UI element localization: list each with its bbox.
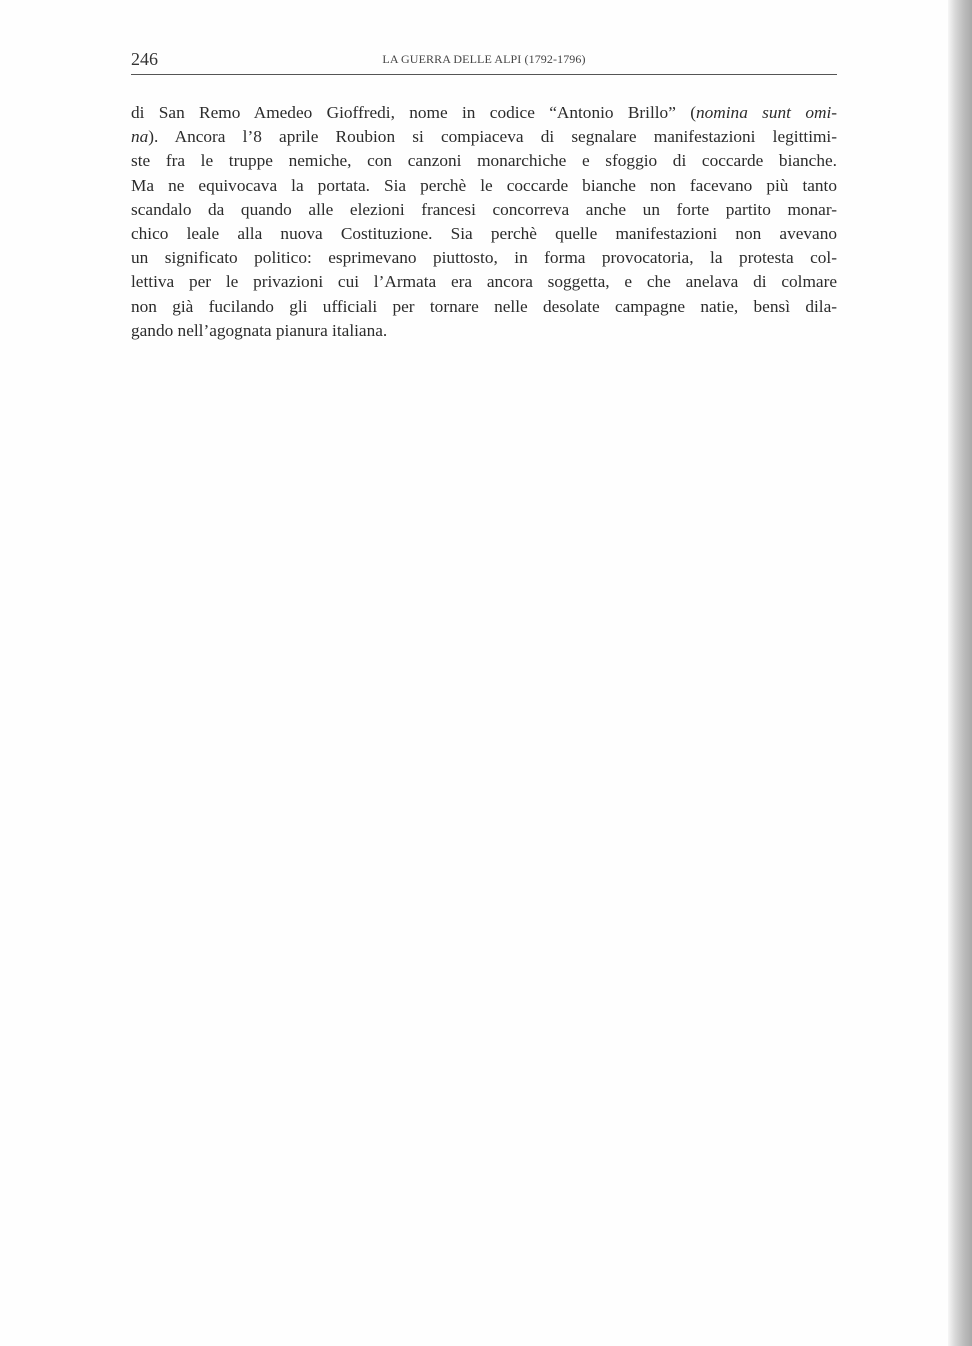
text-line: chico leale alla nuova Costituzione. Sia perchè quelle manifestazioni non avevano xyxy=(131,224,837,244)
text-line: na). Ancora l’8 aprile Roubion si compiaceva di segnalare manifestazioni legittimi- xyxy=(131,127,837,147)
text-line: gando nell’agognata pianura italiana. xyxy=(131,320,388,340)
text-line: scandalo da quando alle elezioni francesi concorreva anche un forte partito monar- xyxy=(131,199,837,219)
latin-phrase: nomina sunt omi- xyxy=(695,103,837,122)
text-line: di San Remo Amedeo Gioffredi, nome in codice “Antonio Brillo” (nomina sunt omi- xyxy=(131,103,837,122)
page-number: 246 xyxy=(131,49,158,69)
text-line: un significato politico: esprimevano piuttosto, in forma provocatoria, la protesta col- xyxy=(131,248,837,268)
running-title: LA GUERRA DELLE ALPI (1792-1796) xyxy=(382,52,586,66)
body-paragraph xyxy=(131,101,837,343)
text-line: ste fra le truppe nemiche, con canzoni monarchiche e sfoggio di coccarde bianche. xyxy=(131,151,837,171)
binding-shadow xyxy=(948,0,972,1346)
text-line: lettiva per le privazioni cui l’Armata era ancora soggetta, e che anelava di colmare xyxy=(131,272,837,292)
page-header xyxy=(131,46,837,75)
text-line: Ma ne equivocava la portata. Sia perchè le coccarde bianche non facevano più tanto xyxy=(131,175,837,195)
latin-phrase: na xyxy=(131,127,149,147)
text-line: non già fucilando gli ufficiali per tornare nelle desolate campagne natie, bensì dila- xyxy=(131,296,837,316)
